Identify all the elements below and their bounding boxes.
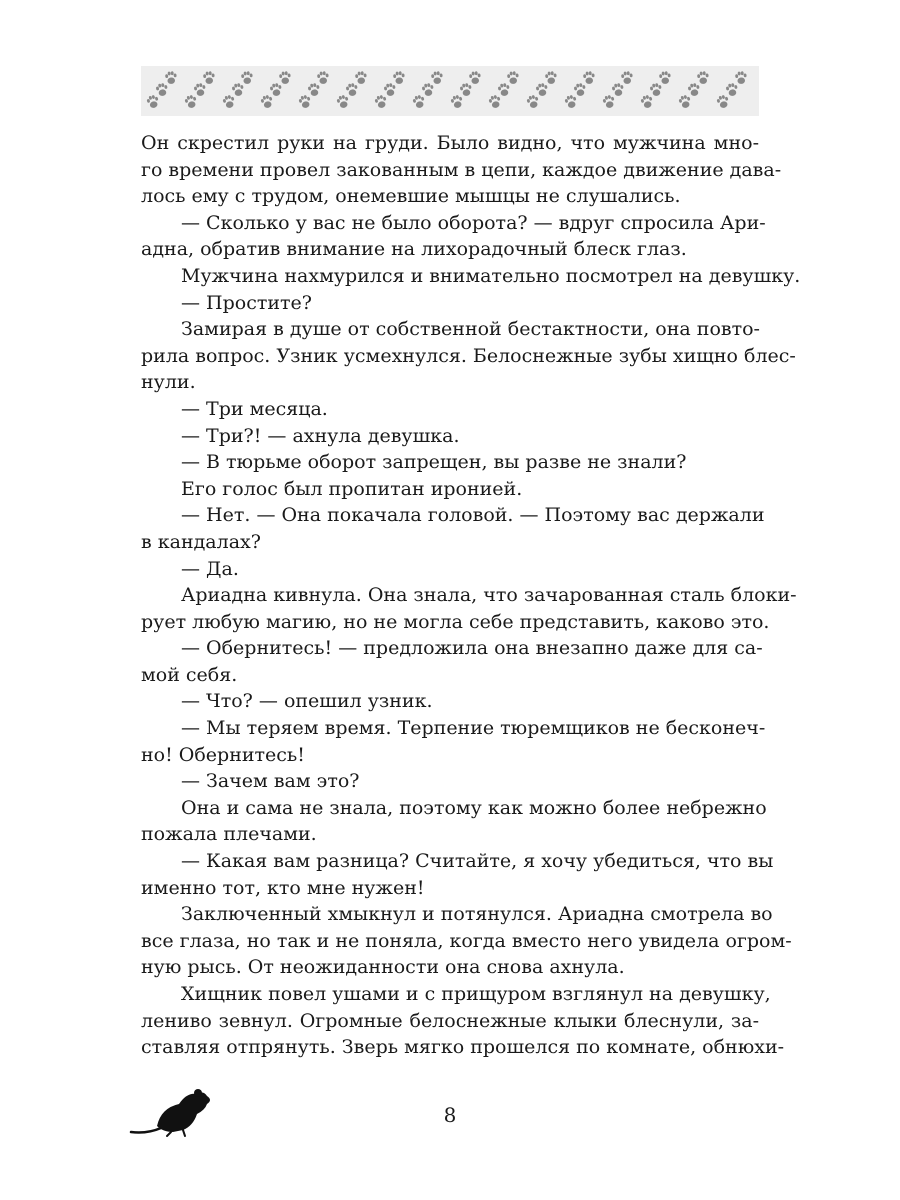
text-line: Он скрестил руки на груди. Было видно, что мужчина мно- [141, 132, 759, 154]
text-line: ставляя отпрянуть. Зверь мягко прошелся по комнате, обнюхи- [141, 1036, 785, 1059]
text-line: рует любую магию, но не могла себе представить, каково это. [141, 610, 770, 633]
text-line: нули. [141, 371, 196, 394]
text-line: именно тот, кто мне нужен! [141, 876, 425, 899]
text-line: мой себя. [141, 663, 238, 686]
text-line: рила вопрос. Узник усмехнулся. Белоснежные зубы хищно блес- [141, 344, 796, 367]
body-text [141, 130, 801, 1061]
text-line: — Зачем вам это? [181, 770, 360, 793]
text-line: в кандалах? [141, 530, 261, 553]
text-line: — Сколько у вас не было оборота? — вдруг спросила Ари- [181, 211, 766, 234]
text-line: Замирая в душе от собственной бестактности, она повто- [181, 318, 760, 341]
text-line: но! Обернитесь! [141, 743, 305, 766]
text-line: ную рысь. От неожиданности она снова ахнула. [141, 956, 625, 979]
text-line: Она и сама не знала, поэтому как можно более небрежно [181, 796, 767, 819]
text-line: адна, обратив внимание на лихорадочный блеск глаз. [141, 238, 687, 261]
text-line: Ариадна кивнула. Она знала, что зачарованная сталь блоки- [181, 584, 797, 607]
text-line: — Обернитесь! — предложила она внезапно даже для са- [181, 637, 763, 660]
text-line: — Три?! — ахнула девушка. [181, 424, 460, 447]
text-line: — Что? — опешил узник. [181, 690, 433, 713]
text-line: Хищник повел ушами и с прищуром взглянул на девушку, [181, 983, 771, 1005]
text-line: все глаза, но так и не поняла, когда вместо него увидела огром- [141, 929, 792, 952]
text-line: лениво зевнул. Огромные белоснежные клыки блеснули, за- [141, 1009, 759, 1032]
text-line: — Три месяца. [181, 397, 328, 420]
text-line: — В тюрьме оборот запрещен, вы разве не знали? [181, 451, 687, 474]
text-line: Мужчина нахмурился и внимательно посмотрел на девушку. [181, 264, 801, 287]
text-line: лось ему с трудом, онемевшие мышцы не слушались. [141, 185, 681, 208]
text-line: — Да. [181, 557, 239, 580]
paw-print-icon [141, 66, 759, 116]
paw-print-header-band [141, 66, 759, 116]
text-line: — Мы теряем время. Терпение тюремщиков не бесконеч- [181, 717, 766, 740]
mouse-silhouette-icon [127, 1082, 215, 1140]
text-line: — Какая вам разница? Считайте, я хочу убедиться, что вы [181, 850, 774, 873]
text-line: Заключенный хмыкнул и потянулся. Ариадна смотрела во [181, 903, 773, 926]
text-line: — Простите? [181, 291, 312, 314]
page-number: 8 [443, 1103, 457, 1127]
text-line: Его голос был пропитан иронией. [181, 477, 523, 500]
text-line: пожала плечами. [141, 823, 317, 846]
text-line: го времени провел закованным в цепи, каждое движение дава- [141, 158, 782, 181]
text-line: — Нет. — Она покачала головой. — Поэтому вас держали [181, 504, 765, 527]
